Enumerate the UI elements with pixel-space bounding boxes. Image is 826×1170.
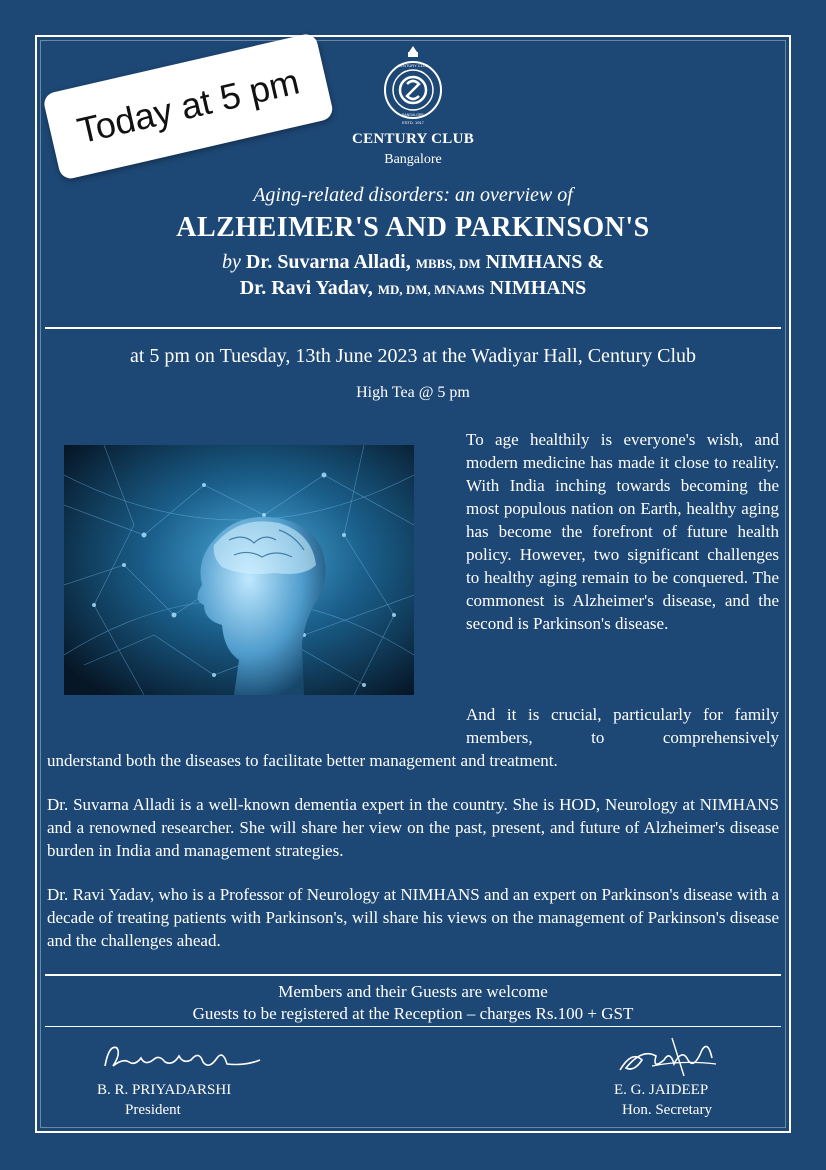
family-paragraph-line-1: And it is crucial, particularly for family members, to comprehensively [466,705,779,747]
talk-subtitle: Aging-related disorders: an overview of [253,184,573,206]
signatory-2-title: Hon. Secretary [622,1102,712,1118]
president-signature [95,1036,265,1086]
logo-text-bottom: BANGALORE [402,113,424,117]
family-paragraph-line-2: understand both the diseases to facilitate better management and treatment. [47,751,558,770]
club-city: Bangalore [384,152,442,167]
welcome-note: Members and their Guests are welcome [278,982,548,1001]
registration-note: Guests to be registered at the Reception – charges Rs.100 + GST [192,1004,634,1023]
intro-paragraph: To age healthily is everyone's wish, and modern medicine has made it close to reality. With India inching towards becoming the most populous nation on Earth, healthy aging has become the forefront of future health policy. However, two significant challenges to healthy aging remain to be conquered. The commonest is Alzheimer's disease, and the second is Parkinson's disease. [466,430,779,633]
talk-title: ALZHEIMER'S AND PARKINSON'S [176,212,650,243]
signatory-1-title: President [125,1102,181,1118]
event-datetime-venue: at 5 pm on Tuesday, 13th June 2023 at the Wadiyar Hall, Century Club [129,345,697,367]
speaker-1-credentials: MBBS, DM [415,256,481,271]
century-club-logo [383,44,443,133]
today-badge-text: Today at 5 pm [73,60,303,152]
signatory-2-name: E. G. JAIDEEP [614,1082,709,1098]
logo-text-top: CENTURY CLUB [397,63,429,68]
family-paragraph [47,703,779,772]
divider-top [45,327,781,329]
brain-illustration [64,445,414,695]
speaker-2-bio: Dr. Ravi Yadav, who is a Professor of Neurology at NIMHANS and an expert on Parkinson's disease with a decade of treating patients with Parkinson's, will share his views on the management of Parkinson's disease and the challenges ahead. [47,885,779,950]
speaker-1-bio: Dr. Suvarna Alladi is a well-known dementia expert in the country. She is HOD, Neurology at NIMHANS and a renowned researcher. She will share her view on the past, present, and future of Alzheimer's disease burden in India and management strategies. [47,795,779,860]
speaker-1-by: by [221,251,241,273]
speaker-2-org: NIMHANS [489,277,587,299]
signatory-1-name: B. R. PRIYADARSHI [97,1082,232,1098]
speaker-1-org: NIMHANS & [485,251,605,273]
speaker-1-name: Dr. Suvarna Alladi, [245,251,411,273]
speaker-2-name: Dr. Ravi Yadav, [239,277,373,299]
divider-bottom [45,974,781,976]
speaker-2-credentials: MD, DM, MNAMS [377,282,485,297]
logo-text-estd: ESTD. 1917 [402,120,424,125]
secretary-signature [612,1030,722,1090]
club-name: CENTURY CLUB [351,131,475,147]
divider-footer [45,1026,781,1027]
speaker-1-line [0,251,826,274]
speaker-2-line [0,277,826,300]
high-tea-note: High Tea @ 5 pm [356,384,470,401]
